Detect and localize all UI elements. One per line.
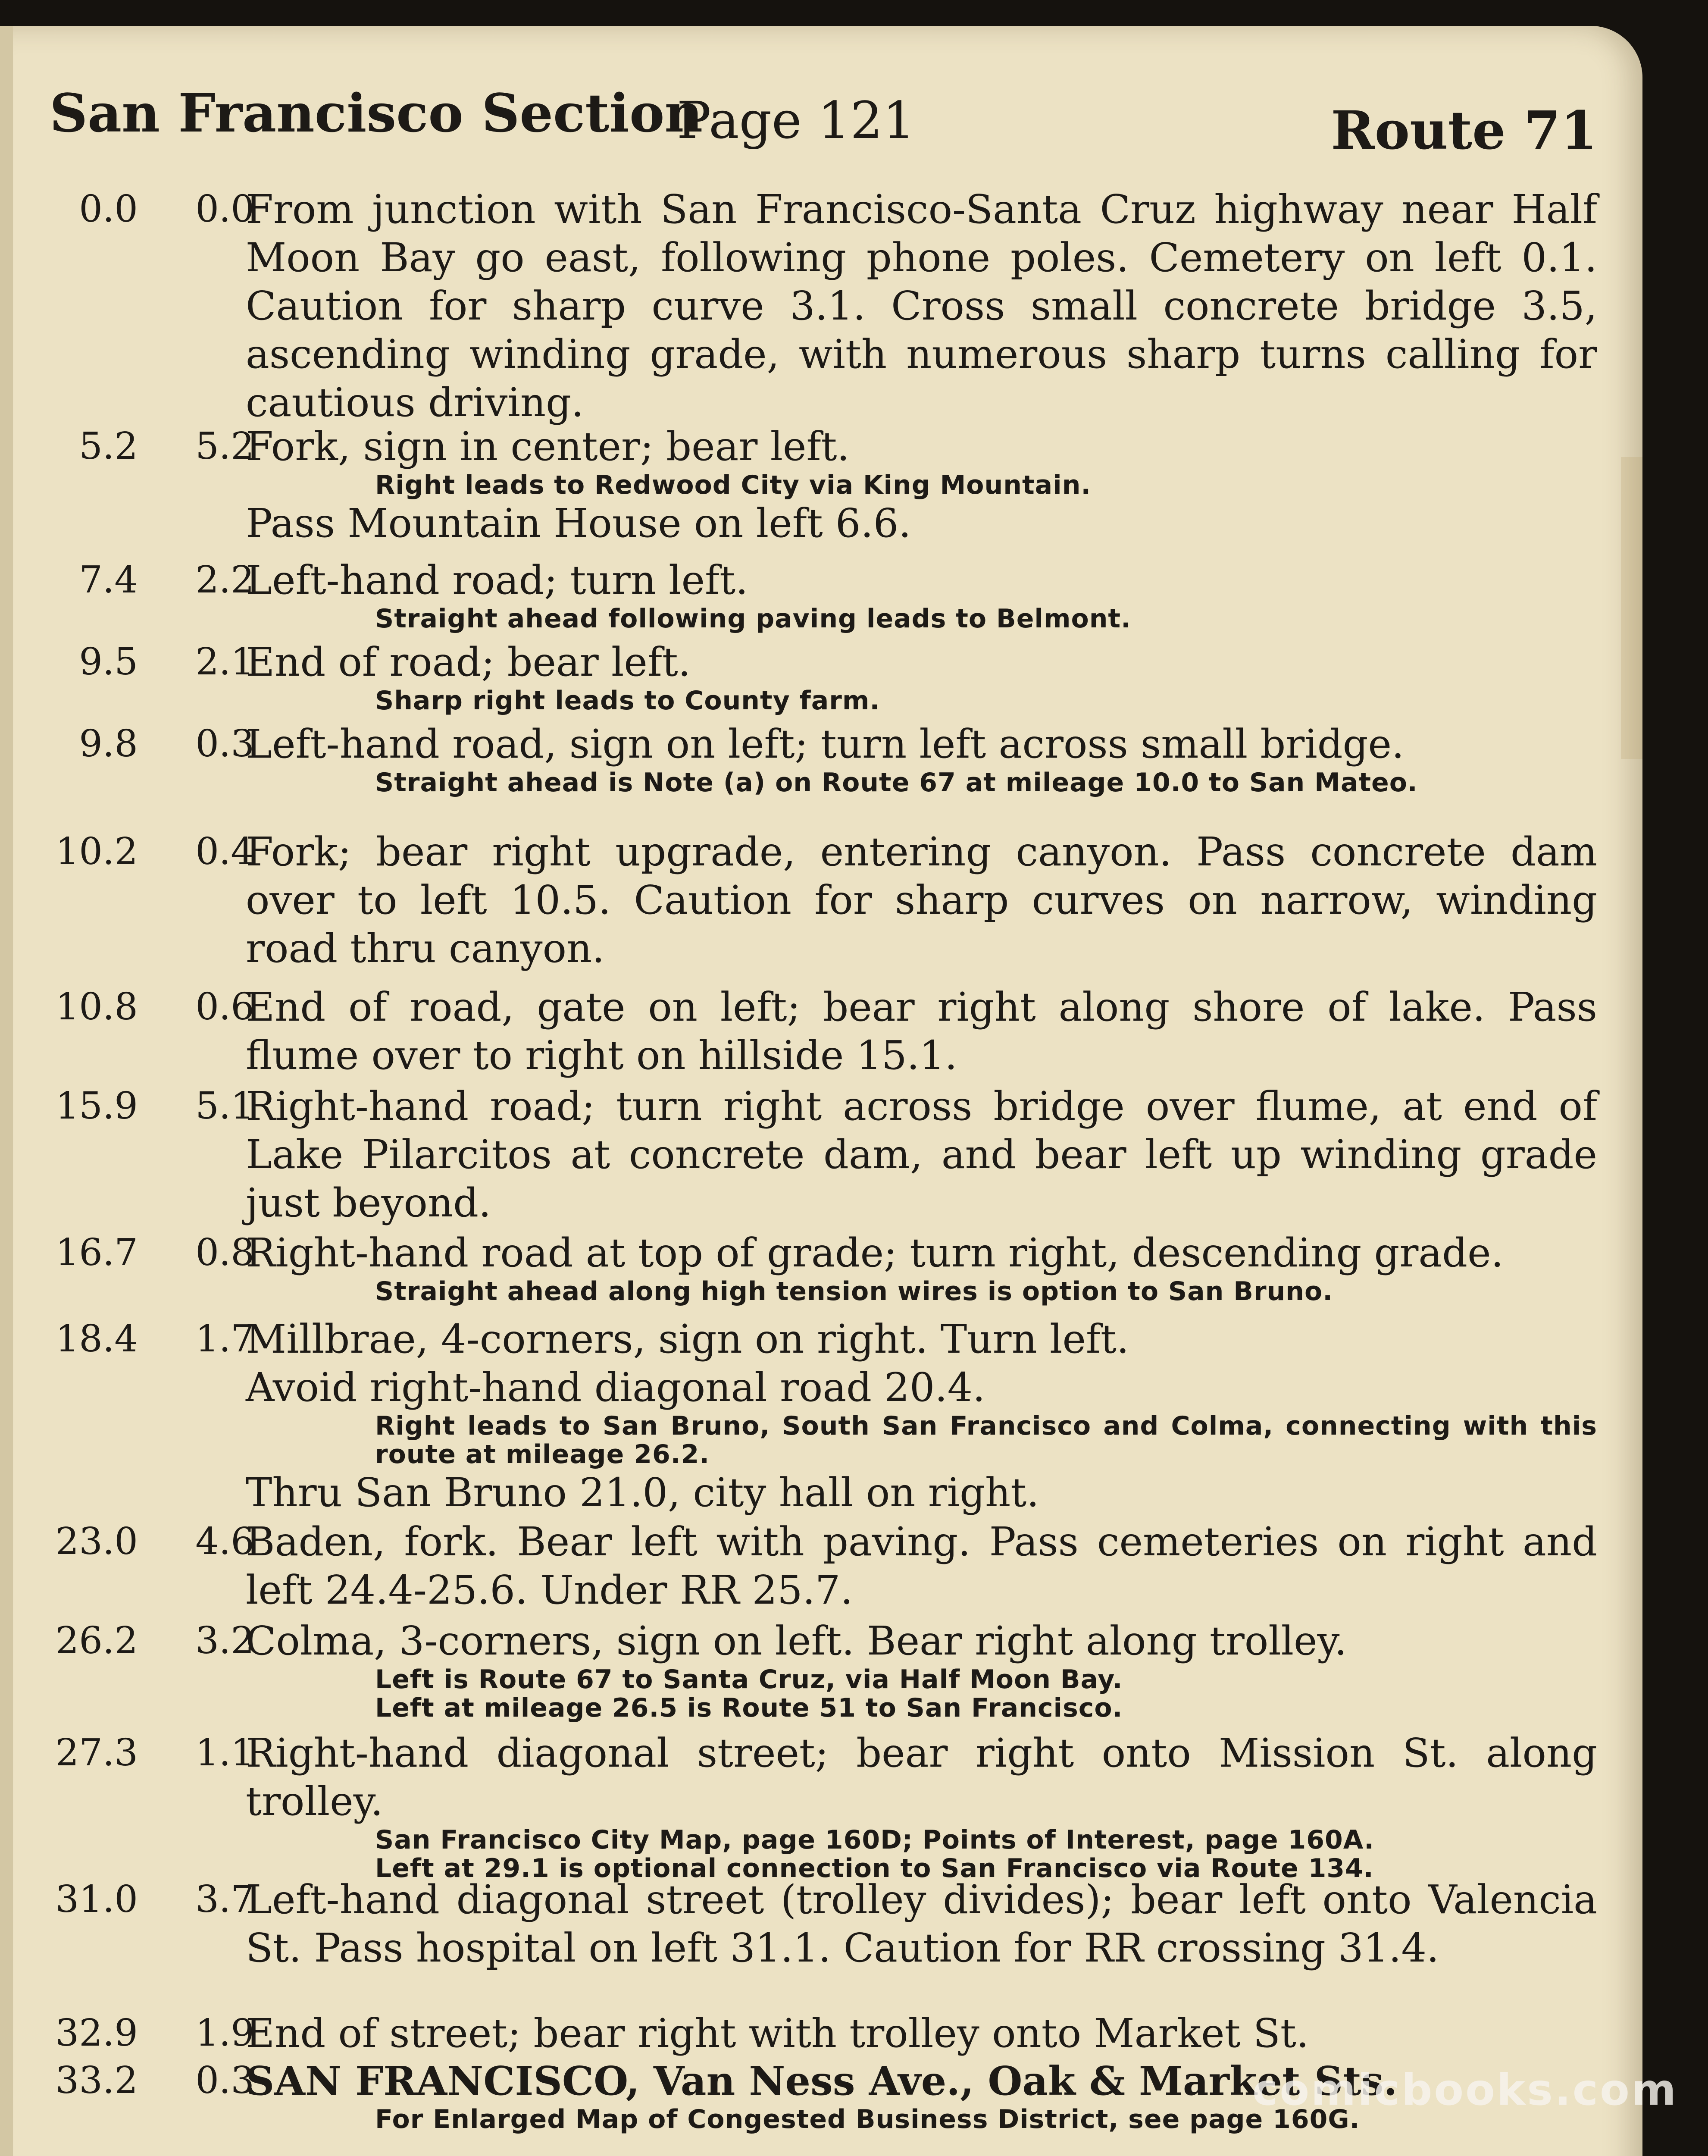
distance-between: 0.8 — [195, 1231, 254, 1274]
direction-text: Colma, 3-corners, sign on left. Bear right along trolley. — [246, 1618, 1347, 1664]
total-mileage: 27.3 — [55, 1731, 138, 1774]
total-mileage: 0.0 — [79, 188, 138, 231]
direction-text: Fork; bear right upgrade, entering canyon. Pass concrete dam over to left 10.5. Caution for sharp curves on narrow, winding road thru canyon. — [246, 829, 1597, 971]
page-number: Page 121 — [677, 91, 915, 150]
total-mileage: 32.9 — [55, 2012, 138, 2055]
direction-text: Millbrae, 4-corners, sign on right. Turn left. — [246, 1316, 1129, 1362]
distance-between: 2.2 — [195, 558, 254, 602]
direction-block — [246, 1729, 1597, 1883]
distance-between: 4.6 — [195, 1520, 254, 1563]
total-mileage: 15.9 — [55, 1084, 138, 1128]
direction-block — [246, 1229, 1597, 1306]
total-mileage: 9.5 — [79, 640, 138, 683]
total-mileage: 33.2 — [55, 2059, 138, 2102]
page-edge-shadow — [1621, 457, 1642, 759]
direction-text: Left-hand diagonal street (trolley divides); bear left onto Valencia St. Pass hospital on left 31.1. Caution for RR crossing 31.4. — [246, 1877, 1597, 1971]
direction-text: Fork, sign in center; bear left. — [246, 423, 850, 470]
distance-between: 0.4 — [195, 830, 254, 873]
side-note: San Francisco City Map, page 160D; Points of Interest, page 160A. — [375, 1825, 1375, 1855]
distance-between: 1.1 — [195, 1731, 254, 1774]
direction-block — [246, 1617, 1597, 1722]
thru-note: Thru San Bruno 21.0, city hall on right. — [246, 1470, 1039, 1516]
side-note: Left at 29.1 is optional connection to San Francisco via Route 134. — [375, 1853, 1374, 1883]
page-header — [50, 82, 1597, 168]
distance-between: 3.2 — [195, 1619, 254, 1662]
direction-block — [246, 556, 1597, 633]
side-note: Right leads to Redwood City via King Mountain. — [375, 470, 1092, 500]
distance-between: 2.1 — [195, 640, 254, 683]
total-mileage: 23.0 — [55, 1520, 138, 1563]
watermark: comicbooks.com — [1252, 2065, 1678, 2115]
direction-block — [246, 638, 1597, 715]
avoid-note: Avoid right-hand diagonal road 20.4. — [246, 1364, 985, 1410]
route-number: Route 71 — [1331, 99, 1597, 161]
side-note: Left is Route 67 to Santa Cruz, via Half Moon Bay. — [375, 1664, 1123, 1695]
distance-between: 0.3 — [195, 722, 254, 765]
direction-text: Baden, fork. Bear left with paving. Pass cemeteries on right and left 24.4-25.6. Under RR 25.7. — [246, 1519, 1597, 1613]
total-mileage: 10.8 — [55, 985, 138, 1028]
section-title: San Francisco Section — [50, 82, 703, 144]
total-mileage: 9.8 — [79, 722, 138, 765]
direction-text: End of street; bear right with trolley onto Market St. — [246, 2010, 1309, 2056]
distance-between: 0.3 — [195, 2059, 254, 2102]
side-note: For Enlarged Map of Congested Business District, see page 160G. — [375, 2104, 1360, 2134]
distance-between: 0.6 — [195, 985, 254, 1028]
direction-text: From junction with San Francisco-Santa Cruz highway near Half Moon Bay go east, following phone poles. Cemetery on left 0.1. Caution for sharp curve 3.1. Cross small concrete bridge 3.5, ascending winding grade, with numerous sharp turns calling for cautious driving. — [246, 186, 1597, 426]
side-note: Right leads to San Bruno, South San Francisco and Colma, connecting with this route at mileage 26.2. — [375, 1411, 1597, 1470]
distance-between: 3.7 — [195, 1878, 254, 1921]
total-mileage: 16.7 — [55, 1231, 138, 1274]
distance-between: 5.1 — [195, 1084, 254, 1128]
total-mileage: 18.4 — [55, 1317, 138, 1360]
book-page — [0, 26, 1642, 2156]
total-mileage: 26.2 — [55, 1619, 138, 1662]
direction-text: Right-hand road; turn right across bridge over flume, at end of Lake Pilarcitos at concrete dam, and bear left up winding grade just beyond. — [246, 1083, 1597, 1226]
direction-text: Left-hand road, sign on left; turn left across small bridge. — [246, 721, 1405, 767]
total-mileage: 10.2 — [55, 830, 138, 873]
page-spine-edge — [0, 26, 13, 2156]
distance-between: 5.2 — [195, 425, 254, 468]
direction-text: Left-hand road; turn left. — [246, 557, 748, 603]
direction-block — [246, 423, 1597, 548]
direction-text: End of road; bear left. — [246, 639, 691, 685]
direction-text: End of road, gate on left; bear right along shore of lake. Pass flume over to right on hillside 15.1. — [246, 984, 1597, 1078]
side-note: Straight ahead following paving leads to Belmont. — [375, 604, 1131, 634]
total-mileage: 5.2 — [79, 425, 138, 468]
side-note: Straight ahead along high tension wires is option to San Bruno. — [375, 1276, 1333, 1307]
side-note: Straight ahead is Note (a) on Route 67 at mileage 10.0 to San Mateo. — [375, 768, 1418, 798]
destination-text: SAN FRANCISCO, Van Ness Ave., Oak & Market Sts. — [246, 2058, 1398, 2104]
distance-between: 0.0 — [195, 188, 254, 231]
total-mileage: 31.0 — [55, 1878, 138, 1921]
direction-text: Right-hand diagonal street; bear right onto Mission St. along trolley. — [246, 1730, 1597, 1824]
pass-note: Pass Mountain House on left 6.6. — [246, 500, 911, 546]
distance-between: 1.9 — [195, 2012, 254, 2055]
distance-between: 1.7 — [195, 1317, 254, 1360]
direction-block — [246, 1315, 1597, 1517]
side-note: Left at mileage 26.5 is Route 51 to San Francisco. — [375, 1693, 1123, 1723]
side-note: Sharp right leads to County farm. — [375, 686, 880, 716]
direction-text: Right-hand road at top of grade; turn right, descending grade. — [246, 1230, 1504, 1276]
total-mileage: 7.4 — [79, 558, 138, 602]
direction-block — [246, 720, 1597, 797]
